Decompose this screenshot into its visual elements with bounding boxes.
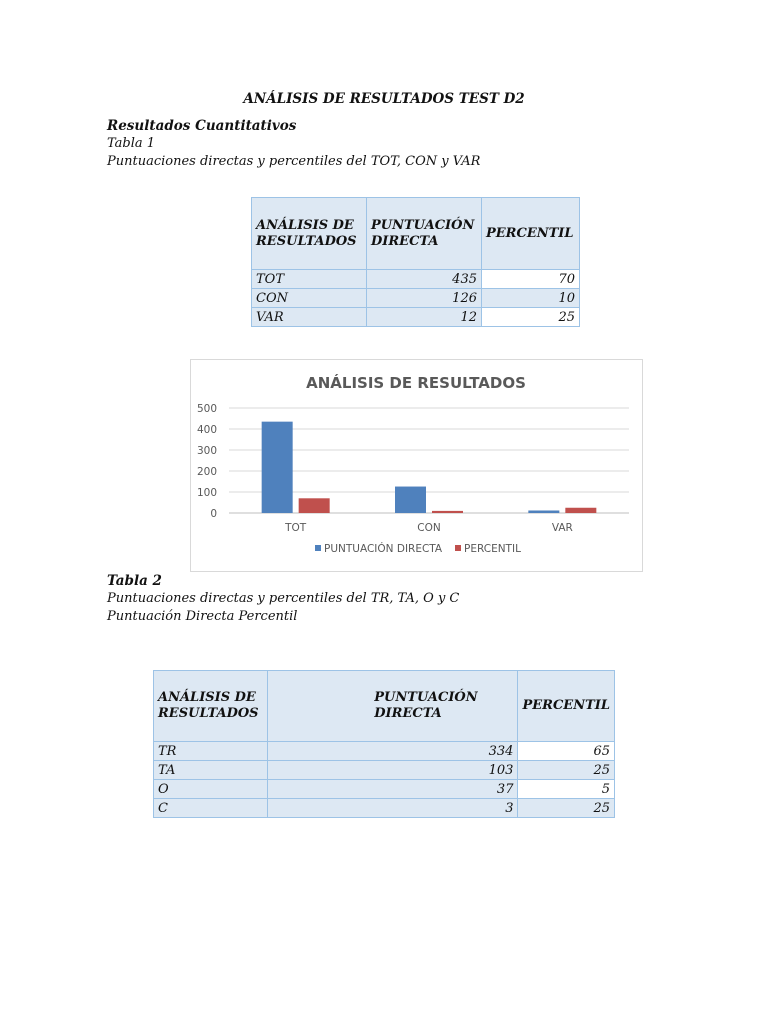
- bar-puntuacion-directa: [262, 422, 293, 513]
- table-row: [154, 780, 615, 799]
- percentil-cell: 10: [482, 289, 580, 308]
- y-tick-label: 500: [196, 403, 217, 415]
- row-label: CON: [252, 289, 367, 308]
- bar-percentil: [565, 508, 596, 513]
- bar-percentil: [299, 498, 330, 513]
- puntuacion-cell: 37: [268, 780, 518, 799]
- table1-caption: Puntuaciones directas y percentiles del TOT, CON y VAR: [107, 154, 481, 169]
- section-heading: Resultados Cuantitativos: [107, 118, 297, 134]
- table-row: [154, 761, 615, 780]
- legend-label: PUNTUACIÓN DIRECTA: [324, 543, 443, 555]
- results-chart: [190, 359, 643, 572]
- puntuacion-cell: 3: [268, 799, 518, 818]
- row-label: TOT: [252, 270, 367, 289]
- chart-title: ANÁLISIS DE RESULTADOS: [306, 374, 526, 392]
- table-header-cell: ANÁLISIS DE RESULTADOS: [252, 198, 367, 270]
- table2-label: Tabla 2: [107, 573, 162, 589]
- table-header-cell: PERCENTIL: [518, 671, 615, 742]
- row-label: C: [154, 799, 268, 818]
- document-title: ANÁLISIS DE RESULTADOS TEST D2: [243, 91, 525, 107]
- bar-puntuacion-directa: [528, 510, 559, 513]
- y-tick-label: 300: [196, 445, 217, 457]
- table-row: [252, 308, 580, 327]
- results-table-2: [153, 670, 615, 818]
- x-tick-label: TOT: [285, 522, 307, 534]
- percentil-cell: 5: [518, 780, 615, 799]
- x-tick-label: VAR: [551, 522, 573, 534]
- table-header-cell: PUNTUACIÓN DIRECTA: [367, 198, 482, 270]
- table2-subcaption: Puntuación Directa Percentil: [107, 609, 298, 624]
- puntuacion-cell: 12: [367, 308, 482, 327]
- row-label: O: [154, 780, 268, 799]
- puntuacion-cell: 435: [367, 270, 482, 289]
- percentil-cell: 65: [518, 742, 615, 761]
- table2-caption: Puntuaciones directas y percentiles del TR, TA, O y C: [107, 591, 460, 606]
- table-row: [252, 289, 580, 308]
- table-header-cell: ANÁLISIS DE RESULTADOS: [154, 671, 268, 742]
- legend-swatch: [315, 545, 321, 551]
- y-tick-label: 200: [196, 466, 217, 478]
- puntuacion-cell: 334: [268, 742, 518, 761]
- table-row: [154, 799, 615, 818]
- puntuacion-cell: 126: [367, 289, 482, 308]
- chart-svg: [191, 360, 642, 571]
- x-tick-label: CON: [417, 522, 441, 534]
- percentil-cell: 25: [518, 761, 615, 780]
- bar-percentil: [432, 511, 463, 513]
- results-table-1: [251, 197, 580, 327]
- table-header-cell: PERCENTIL: [482, 198, 580, 270]
- table-header-cell: PUNTUACIÓN DIRECTA: [268, 671, 518, 742]
- y-tick-label: 0: [210, 508, 217, 520]
- table-row: [252, 270, 580, 289]
- table-row: [154, 742, 615, 761]
- bar-puntuacion-directa: [395, 487, 426, 513]
- table-header-row: [154, 671, 615, 742]
- y-tick-label: 100: [196, 487, 217, 499]
- percentil-cell: 25: [518, 799, 615, 818]
- table1-label: Tabla 1: [107, 136, 156, 151]
- y-tick-label: 400: [196, 424, 217, 436]
- table-header-row: [252, 198, 580, 270]
- row-label: TA: [154, 761, 268, 780]
- percentil-cell: 70: [482, 270, 580, 289]
- row-label: TR: [154, 742, 268, 761]
- percentil-cell: 25: [482, 308, 580, 327]
- legend-swatch: [455, 545, 461, 551]
- row-label: VAR: [252, 308, 367, 327]
- legend-label: PERCENTIL: [464, 543, 521, 555]
- puntuacion-cell: 103: [268, 761, 518, 780]
